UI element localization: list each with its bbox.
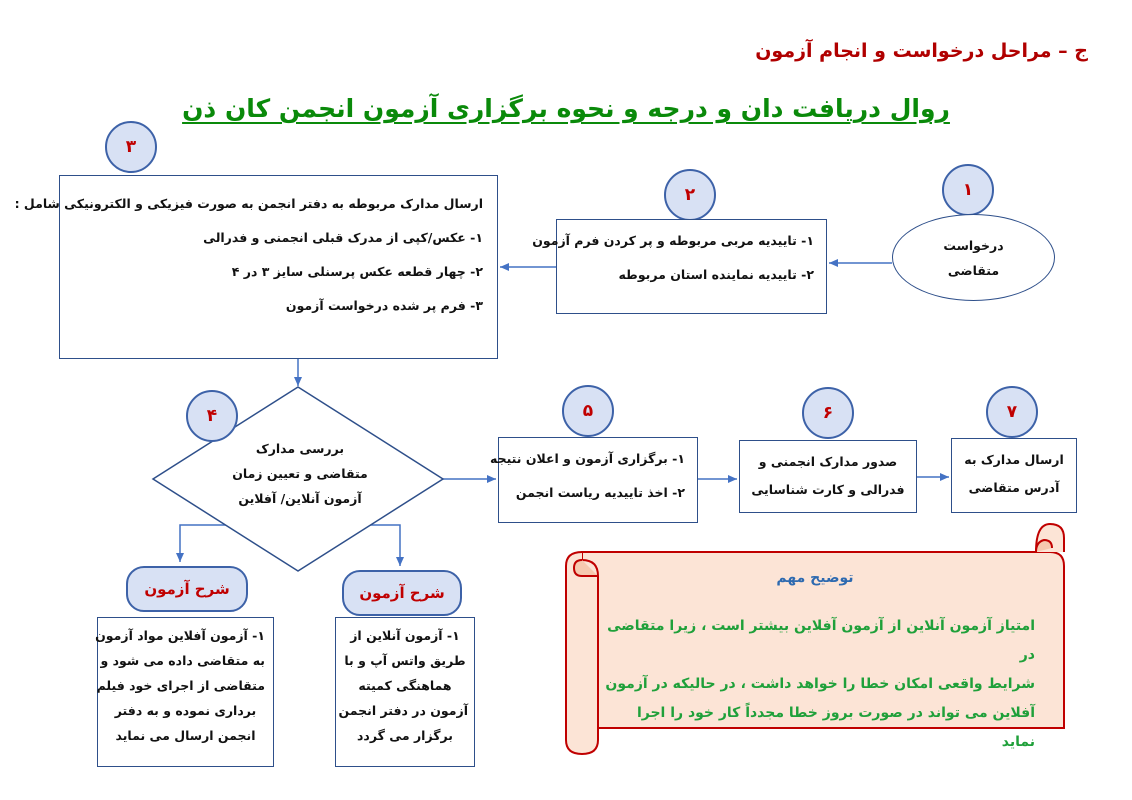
offline-exam-description-box	[97, 617, 274, 767]
online-text-line: برگزار می گردد	[357, 728, 453, 743]
step2-text-line: ۱- تاییدیه مربی مربوطه و پر کردن فرم آزمون	[532, 233, 814, 248]
offline-text-line: ۱- آزمون آفلاین مواد آزمون	[95, 628, 265, 643]
step2-text-line: ۲- تاییدیه نماینده استان مربوطه	[618, 267, 814, 282]
step-number-badge-6: ۶	[802, 387, 854, 439]
step-number-badge-3: ۳	[105, 121, 157, 173]
step5-exam-box	[489, 437, 698, 523]
step-number-badge-1: ۱	[942, 164, 994, 216]
offline-text-line: برداری نموده و به دفتر	[114, 703, 257, 718]
online-text-line: ۱- آزمون آنلاین از	[350, 628, 460, 643]
step5-text-line: ۲- اخذ تاییدیه ریاست انجمن	[515, 485, 685, 500]
step1-text-line: متقاضی	[947, 262, 1000, 278]
note-text-line: شرایط واقعی امکان خطا را خواهد داشت ، در حالیکه در آزمون	[605, 676, 1035, 692]
arrow-step4-to-offline	[180, 525, 230, 562]
step3-text-line: ارسال مدارک مربوطه به دفتر انجمن به صورت فیزیکی و الکترونیکی شامل :	[14, 196, 483, 211]
step3-documents-box	[14, 175, 498, 359]
step4-text-line: آزمون آنلاین/ آفلاین	[238, 491, 362, 506]
page-title: روال دریافت دان و درجه و نحوه برگزاری آزمون انجمن کان ذن	[182, 94, 950, 123]
offline-text-line: متقاضی از اجرای خود فیلم	[96, 678, 265, 693]
note-body	[600, 612, 1035, 757]
step3-text-line: ۳- فرم پر شده درخواست آزمون	[285, 298, 483, 313]
step-number-badge-4: ۴	[186, 390, 238, 442]
section-heading: ج – مراحل درخواست و انجام آزمون	[755, 40, 1088, 62]
step7-text-line: آدرس متقاضی	[968, 480, 1060, 495]
offline-exam-title-pill: شرح آزمون	[126, 566, 248, 612]
step2-approval-box	[532, 219, 827, 314]
step1-request-ellipse	[892, 214, 1055, 301]
note-text-line: امتیاز آزمون آنلاین از آزمون آفلاین بیشتر است ، زیرا متقاضی در	[607, 618, 1035, 663]
online-text-line: آزمون در دفتر انجمن	[338, 703, 468, 718]
step1-text-line: درخواست	[943, 237, 1004, 253]
step3-text-line: ۲- چهار قطعه عکس پرسنلی سایز ۳ در ۴	[231, 264, 483, 279]
step4-text-line: بررسی مدارک	[255, 441, 345, 456]
offline-text-line: انجمن ارسال می نماید	[115, 728, 256, 743]
online-text-line: طریق واتس آپ و با	[344, 653, 466, 668]
step-number-badge-5: ۵	[562, 385, 614, 437]
step6-text-line: صدور مدارک انجمنی و	[758, 454, 898, 469]
step5-text-line: ۱- برگزاری آزمون و اعلان نتیجه	[489, 451, 685, 466]
step3-text-line: ۱- عکس/کپی از مدرک قبلی انجمنی و فدرالی	[203, 230, 483, 245]
step-number-badge-2: ۲	[664, 169, 716, 221]
step7-send-documents-box	[951, 438, 1077, 513]
step4-text-line: متقاضی و تعیین زمان	[232, 466, 368, 481]
online-text-line: هماهنگی کمیته	[358, 678, 452, 693]
note-title: توضیح مهم	[776, 570, 854, 586]
offline-text-line: به متقاضی داده می شود و	[100, 653, 265, 668]
step6-text-line: فدرالی و کارت شناسایی	[751, 482, 905, 497]
online-exam-title-pill: شرح آزمون	[342, 570, 462, 616]
step7-text-line: ارسال مدارک به	[964, 452, 1064, 467]
step6-issue-documents-box	[739, 440, 917, 513]
step-number-badge-7: ۷	[986, 386, 1038, 438]
online-exam-description-box	[335, 617, 475, 767]
note-text-line: آفلاین می تواند در صورت بروز خطا مجدداً کار خود را اجرا نماید	[636, 705, 1035, 750]
step4-review-text	[185, 441, 415, 516]
